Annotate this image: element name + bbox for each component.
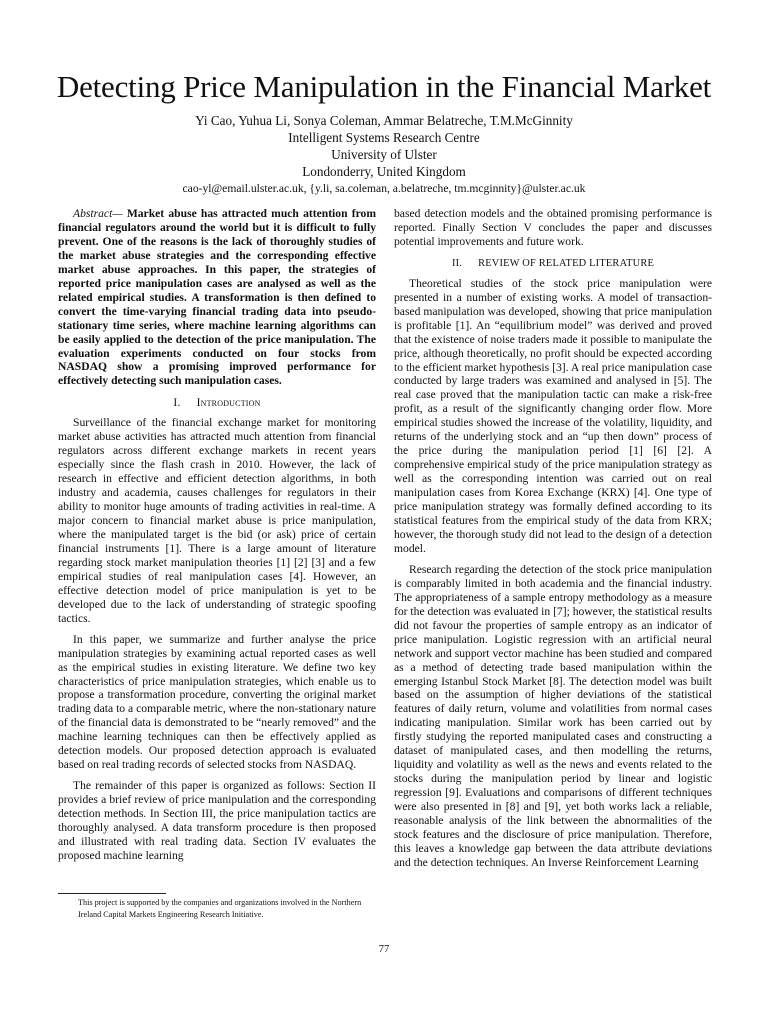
abstract-text: Market abuse has attracted much attention from financial regulators around the world but it is difficult to fully prevent. One of the reasons is the lack of thoroughly studies of the market abuse strategies and the corresponding effective market abuse approaches. In this paper, the strategies of reported price manipulation cases are analysed as well as the related empirical studies. A transformation is then defined to convert the time-varying financial trading data into pseudo-stationary time series, where machine learning algorithms can be easily applied to the detection of the price manipulation. The evaluation experiments conducted on four stocks from NASDAQ show a promising improved performance for effectively detecting such manipulation cases. bbox=[58, 207, 376, 388]
section-heading-introduction bbox=[58, 396, 376, 410]
author-block bbox=[0, 112, 768, 197]
paper-title: Detecting Price Manipulation in the Financial Market bbox=[56, 69, 712, 104]
section-number: II. bbox=[451, 257, 463, 269]
paragraph: The remainder of this paper is organized as follows: Section II provides a brief review of price manipulation and the corresponding detection methods. In Section III, the price manipulation tactics are thoroughly analysed. A data transform procedure is then proposed and illustrated with real trading data. Section IV evaluates the proposed machine learning bbox=[58, 779, 376, 862]
footnote-divider bbox=[58, 893, 166, 894]
affiliation-line-2: University of Ulster bbox=[331, 147, 437, 162]
paragraph: Research regarding the detection of the stock price manipulation is comparably limited in both academia and the financial industry. The appropriateness of a sample entropy methodology as a measure for the detection was evaluated in [7]; however, the statistical results did not favour the properties of sample entropy as an indicator of price manipulation. Logistic regression with an artificial neural network and support vector machine has been studied and compared as a method of detecting trade based manipulation within the emerging Istanbul Stock Market [8]. The detection model was built based on the assumption of higher deviations of the statistical features of daily return, volume and volatilities from normal cases indicating manipulation. Similar work has been carried out by firstly studying the reported manipulated cases and constructing a dataset of manipulated cases, and then modelling the returns, liquidity and volatility as well as the news and events related to the stocks during the manipulation period by linear and logistic regression [9]. Evaluations and comparisons of different techniques were also presented in [8] and [9], yet both works lack a reliable, reasonable analysis of the link between the abnormalities of the stock features and the disclosure of price manipulation. Therefore, this leaves a knowledge gap between the data attribute deviations and the detection techniques. An Inverse Reinforcement Learning bbox=[394, 562, 712, 869]
author-emails: cao-yl@email.ulster.ac.uk, {y.li, sa.coleman, a.belatreche, tm.mcginnity}@ulster.ac.uk bbox=[182, 182, 586, 195]
section-number: I. bbox=[173, 396, 181, 410]
author-names: Yi Cao, Yuhua Li, Sonya Coleman, Ammar Belatreche, T.M.McGinnity bbox=[195, 113, 573, 128]
section-title: Introduction bbox=[196, 396, 261, 410]
page-number: 77 bbox=[378, 944, 390, 955]
right-column bbox=[394, 207, 712, 877]
abstract bbox=[58, 207, 376, 388]
section-heading-related-literature bbox=[394, 257, 712, 271]
paragraph: In this paper, we summarize and further analyse the price manipulation strategies by examining actual reported cases as well as the empirical studies in existing literature. We define two key characteristics of price manipulation strategies, which enable us to propose a transformation procedure, converting the original market trading data to a comparable metric, where the non-stationary nature of the financial data is demonstrated to be “nearly removed” and the machine learning techniques can then be effectively applied as detection models. Our proposed detection approach is evaluated based on real trading records of selected stocks from NASDAQ. bbox=[58, 632, 376, 772]
affiliation-line-1: Intelligent Systems Research Centre bbox=[288, 130, 480, 145]
section-title: REVIEW OF RELATED LITERATURE bbox=[478, 257, 655, 269]
affiliation-line-3: Londonderry, United Kingdom bbox=[302, 164, 466, 179]
footnote-text: This project is supported by the companies and organizations involved in the Northern Ireland Capital Markets Engineering Research Initiative. bbox=[78, 898, 362, 919]
paragraph-continuation: based detection models and the obtained promising performance is reported. Finally Section V concludes the paper and discusses potential improvements and future work. bbox=[394, 207, 712, 248]
paragraph: Theoretical studies of the stock price manipulation were presented in a number of existing works. A model of transaction-based manipulation was developed, showing that price manipulation is profitable [1]. An “equilibrium model” was derived and proved that the existence of noise traders made it possible to manipulate the price, although theoretically, no profit should be expected according to the efficient market hypothesis [3]. A real price manipulation case conducted by large traders was examined and analysed in [5]. The real case proved that the manipulation tactic can make a risk-free profit, as a result of the significantly changing order flow. More empirical studies showed the increase of the volatility, liquidity, and returns of the underlying stock and an “up then down” process of the price during the manipulation period [1] [6] [2]. A comprehensive empirical study of the price manipulation strategy as well as the corresponding intention was carried out on real manipulation cases from Korea Exchange (KRX) [4]. One type of price manipulation strategy was formally defined according to its statistical features from the empirical study of the data from KRX; however, the thorough study did not lead to the design of a detection model. bbox=[394, 276, 712, 555]
left-column bbox=[58, 207, 376, 870]
paragraph: Surveillance of the financial exchange market for monitoring market abuse activities has attracted much attention from financial regulators across different exchange markets in recent years especially since the flash crash in 2010. However, the lack of research in effective and efficient detection algorithms, in both industry and academia, causes challenges for regulators in their ability to monitor huge amounts of trading activities in real-time. A major concern to financial market abuse is price manipulation, where the manipulated target is the bid (or ask) price of certain financial instruments [1]. There is a large amount of literature regarding stock market manipulation theories [1] [2] [3] and a few empirical studies of real manipulation cases [4]. However, an effective detection model of price manipulation is yet to be developed due to the lack of understanding of strategic spoofing tactics. bbox=[58, 416, 376, 625]
abstract-label: Abstract— bbox=[73, 207, 123, 220]
footnote bbox=[58, 897, 378, 921]
